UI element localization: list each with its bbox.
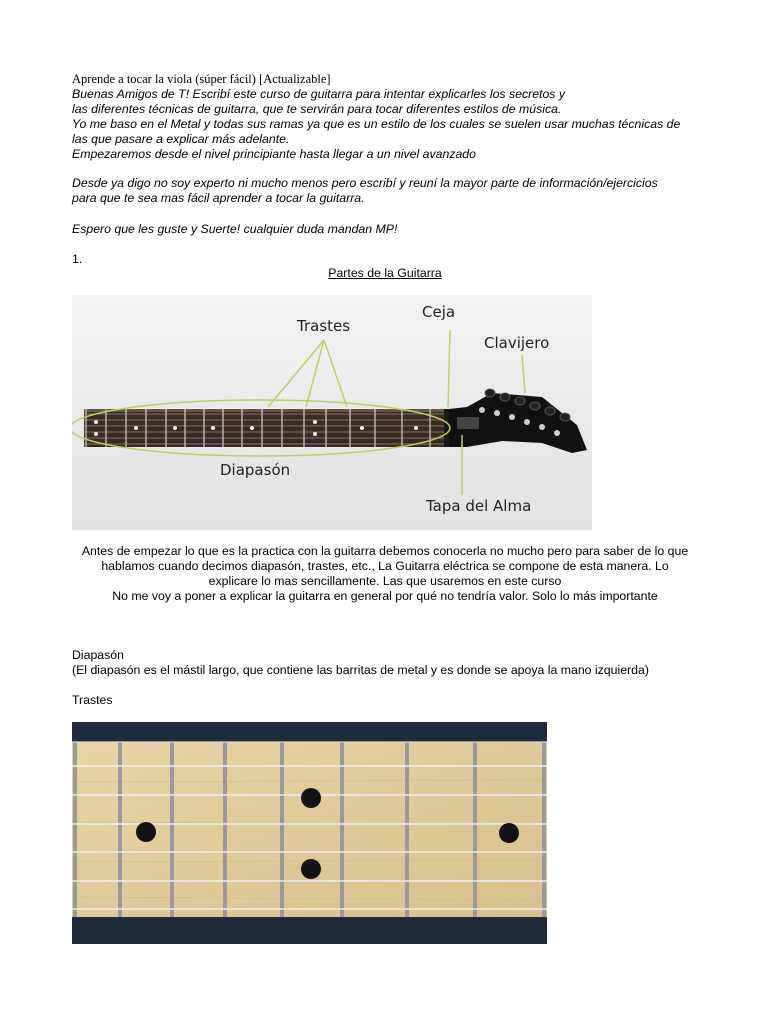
- section-title: Partes de la Guitarra: [328, 266, 442, 280]
- diapason-description: (El diapasón es el mástil largo, que contiene las barritas de metal y es donde se apoya la mano izquierda): [72, 663, 649, 677]
- explanation-line: hablamos cuando decimos diapasón, trastes, etc., La Guitarra eléctrica se compone de esta manera. Lo: [101, 559, 669, 573]
- guitar-parts-diagram: [72, 295, 592, 530]
- intro-line: las que pasare a explicar más adelante.: [72, 132, 290, 146]
- intro-line: Buenas Amigos de T! Escribí este curso de guitarra para intentar explicarles los secretos y: [72, 87, 566, 101]
- document-title: Aprende a tocar la viola (súper fácil) [Actualizable]: [72, 72, 331, 86]
- explanation-line: No me voy a poner a explicar la guitarra en general por qué no tendría valor. Solo lo más importante: [112, 589, 658, 603]
- diapason-heading: Diapasón: [72, 648, 124, 662]
- explanation-line: Antes de empezar lo que es la practica con la guitarra debemos conocerla no mucho pero para saber de lo que: [81, 544, 689, 558]
- intro-line: Empezaremos desde el nivel principiante hasta llegar a un nivel avanzado: [72, 147, 476, 161]
- disclaimer-line: Desde ya digo no soy experto ni mucho menos pero escribí y reuní la mayor parte de información/ejercicios: [72, 176, 658, 190]
- disclaimer-line: para que te sea mas fácil aprender a tocar la guitarra.: [72, 191, 365, 205]
- diagram-label-clavijero: Clavijero: [484, 334, 550, 352]
- diagram-label-trastes: Trastes: [297, 317, 351, 335]
- intro-line: las diferentes técnicas de guitarra, que te servirán para tocar diferentes estilos de música.: [72, 102, 562, 116]
- trastes-heading: Trastes: [72, 693, 113, 707]
- diagram-label-diapason: Diapasón: [220, 461, 291, 479]
- intro-line: Yo me baso en el Metal y todas sus ramas ya que es un estilo de los cuales se suelen usar muchas técnicas de: [72, 117, 681, 131]
- diagram-label-tapa: Tapa del Alma: [426, 497, 532, 515]
- section-number: 1.: [72, 252, 83, 266]
- explanation-line: explicare lo mas sencillamente. Las que usaremos en este curso: [208, 574, 562, 588]
- diagram-label-ceja: Ceja: [422, 303, 456, 321]
- fretboard-photo: [72, 722, 547, 944]
- closing-line: Espero que les guste y Suerte! cualquier duda mandan MP!: [72, 222, 398, 236]
